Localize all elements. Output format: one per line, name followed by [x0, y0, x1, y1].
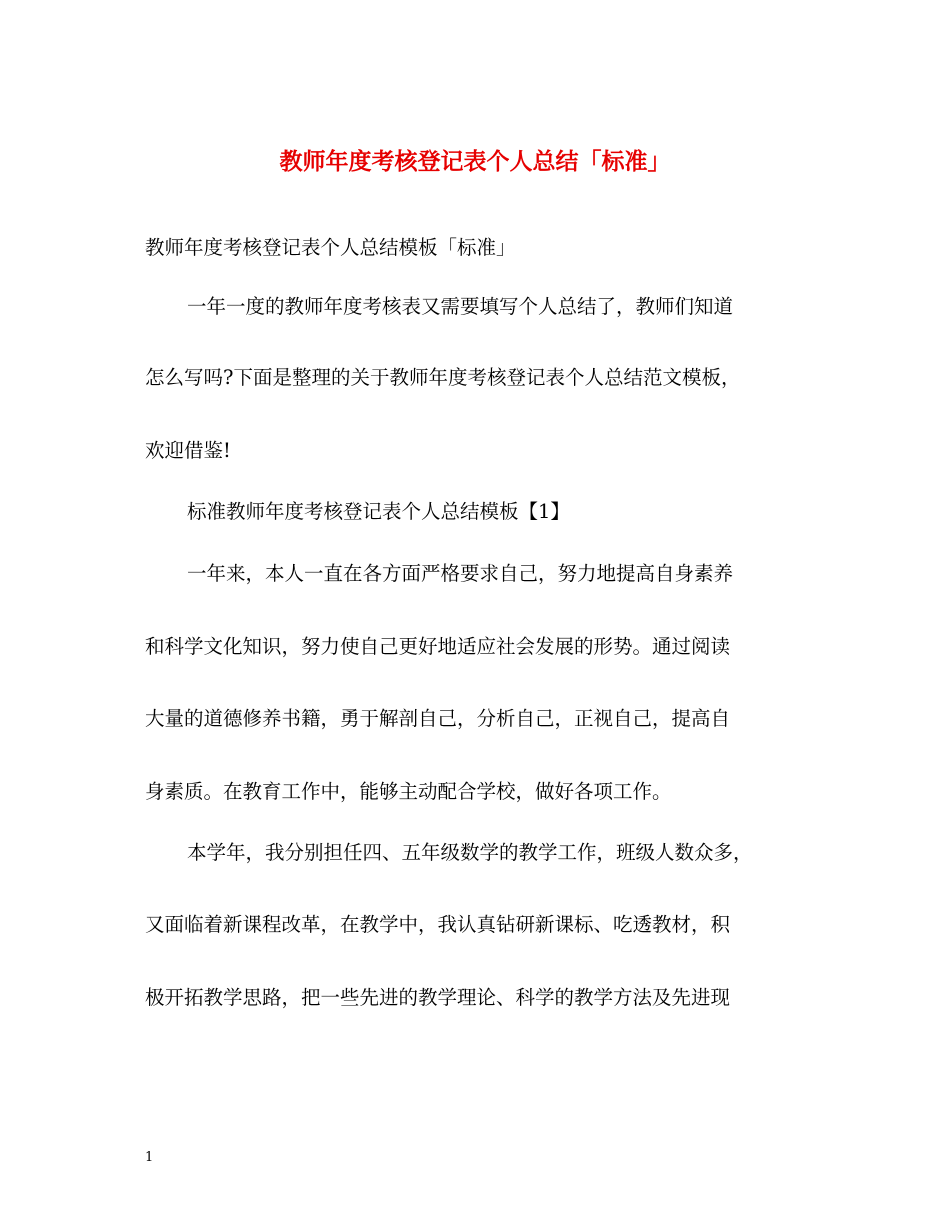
paragraph-line: 大量的道德修养书籍，勇于解剖自己，分析自己，正视自己，提高自: [145, 707, 731, 730]
paragraph-line: 一年来，本人一直在各方面严格要求自己，努力地提高自身素养: [187, 562, 734, 585]
paragraph-line: 怎么写吗?下面是整理的关于教师年度考核登记表个人总结范文模板，: [145, 366, 741, 389]
paragraph-line: 欢迎借鉴!: [145, 439, 231, 462]
subtitle-line: 教师年度考核登记表个人总结模板「标准」: [145, 236, 516, 259]
paragraph-line: 极开拓教学思路，把一些先进的教学理论、科学的教学方法及先进现: [145, 986, 731, 1009]
paragraph-line: 本学年，我分别担任四、五年级数学的教学工作，班级人数众多，: [187, 841, 753, 864]
paragraph-line: 和科学文化知识，努力使自己更好地适应社会发展的形势。通过阅读: [145, 635, 731, 658]
section-heading: 标准教师年度考核登记表个人总结模板【1】: [187, 500, 570, 523]
document-title: 教师年度考核登记表个人总结「标准」: [279, 148, 671, 175]
paragraph-line: 身素质。在教育工作中，能够主动配合学校，做好各项工作。: [145, 780, 672, 803]
page-number: 1: [145, 1150, 154, 1165]
paragraph-line: 一年一度的教师年度考核表又需要填写个人总结了，教师们知道: [187, 295, 734, 318]
paragraph-line: 又面临着新课程改革，在教学中，我认真钻研新课标、吃透教材，积: [145, 913, 731, 936]
